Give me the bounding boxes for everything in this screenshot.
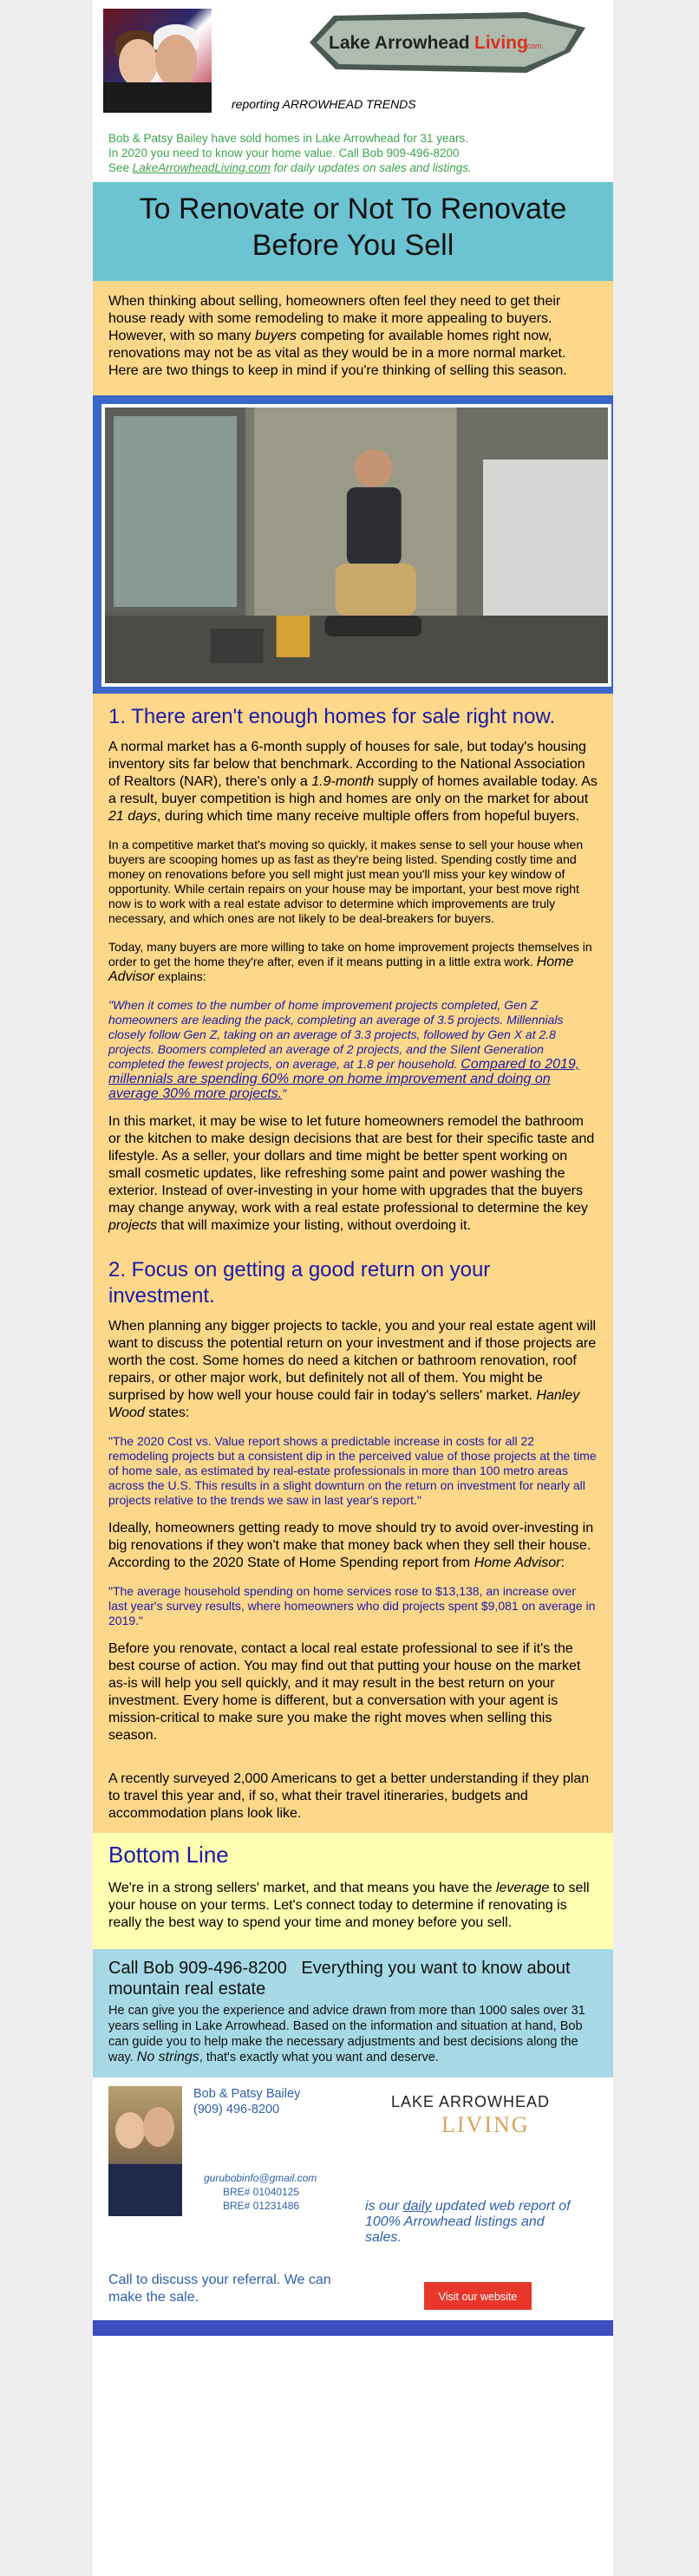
section-1-quote: "When it comes to the number of home improvement projects completed, Gen Z homeowners are leading the pack, completing an average of 3.5 projects. Millennials closely follow Gen Z, taking on an average of 3.3 projects, followed by Gen X at 2.8 projects. Boomers completed an average of 2 projects, and the Silent Generation completed the fewest projects, on average, at 1.8 per household. Compared to 2019, millennials are spending 60% more on home improvement and doing on average 30% more projects." bbox=[108, 998, 580, 1101]
article-body bbox=[93, 281, 613, 1833]
call-text: He can give you the experience and advice drawn from more than 1000 sales over 31 years selling in Lake Arrowhead. Based on the information and situation at hand, Bob can guide you to help make the necessary adjustments and best decisions along the way. No strings, that's exactly what you want and deserve. bbox=[108, 2004, 585, 2064]
header bbox=[93, 0, 613, 182]
footer-names bbox=[193, 2086, 300, 2117]
bre-license-2: BRE# 01231486 bbox=[223, 2200, 300, 2212]
tagline: reporting ARROWHEAD TRENDS bbox=[232, 97, 416, 111]
section-2-paragraph-1: When planning any bigger projects to tackle, you and your real estate agent will want to discuss the potential return on your investment and if those projects are worth the cost. Some homes do need a kitchen or bathroom renovation, roof repairs, or other major work, but definitely not all of them. You might be surprised by how well your house could fair in today's sellers' market. Hanley Wood states: bbox=[108, 1319, 597, 1420]
lead-paragraph: When thinking about selling, homeowners often feel they need to get their house ready with some remodeling to make it more appealing to buyers. However, with so many buyers competing for available homes right now, renovations may not be as vital as they would be in a more normal market. Here are two things to keep in mind if you're thinking of selling this season. bbox=[108, 294, 567, 378]
section-2-paragraph-4: A recently surveyed 2,000 Americans to get a better understanding if they plan to travel this year and, if so, what their travel itineraries, budgets and accommodation plans look like. bbox=[108, 1771, 590, 1821]
agent-names: Bob & Patsy Bailey bbox=[193, 2087, 301, 2101]
footer-agents-photo bbox=[108, 2086, 182, 2216]
footer-logo-bottom: LIVING bbox=[441, 2112, 530, 2137]
call-section bbox=[93, 1949, 613, 2077]
visit-website-button[interactable]: Visit our website bbox=[424, 2282, 532, 2310]
photo-frame bbox=[93, 395, 613, 694]
agents-photo bbox=[103, 9, 212, 113]
newsletter bbox=[93, 0, 613, 2576]
footer-logo-top: LAKE ARROWHEAD bbox=[391, 2093, 551, 2110]
section-1-paragraph-1: A normal market has a 6-month supply of houses for sale, but today's housing inventory sits far below that benchmark. According to the National Association of Realtors (NAR), there's only a 1.9-month supply of homes available today. As a result, buyer competition is high and homes are only on the market for about 21 days, during which time many receive multiple offers from hopeful buyers. bbox=[108, 740, 598, 824]
section-1-paragraph-3: Today, many buyers are more willing to take on home improvement projects themselves in order to get the home they're after, even if it means putting in a little extra work. Home Advisor explains: bbox=[108, 940, 592, 984]
intro-line-1: Bob & Patsy Bailey have sold homes in Lake Arrowhead for 31 years. bbox=[108, 132, 468, 145]
footer-description: is our daily updated web report of 100% Arrowhead listings and sales. bbox=[365, 2199, 571, 2245]
footer-contact bbox=[204, 2171, 317, 2213]
intro-line-2: In 2020 you need to know your home value. Call Bob 909-496-8200 bbox=[108, 147, 460, 160]
section-1-heading: 1. There aren't enough homes for sale right now. bbox=[108, 705, 556, 728]
lake-arrowhead-living-logo[interactable] bbox=[310, 9, 587, 76]
website-link[interactable]: LakeArrowheadLiving.com bbox=[132, 161, 271, 174]
referral-text: Call to discuss your referral. We can make the sale. bbox=[108, 2273, 331, 2305]
footer-bar bbox=[93, 2320, 613, 2336]
bre-license-1: BRE# 01040125 bbox=[223, 2186, 300, 2198]
bottom-line-text: We're in a strong sellers' market, and that means you have the leverage to sell your house on your terms. Let's connect today to determine if renovating is really the best way to spend your time and money before you sell. bbox=[108, 1881, 590, 1930]
section-2-heading: 2. Focus on getting a good return on your investment. bbox=[108, 1258, 491, 1308]
section-1-paragraph-4: In this market, it may be wise to let future homeowners remodel the bathroom or the kitchen to make design decisions that are best for their specific taste and lifestyle. As a seller, your dollars and time might be better spent working on small cosmetic updates, like refreshing some paint and power washing the exterior. Instead of over-investing in your home with upgrades that the buyers may change anyway, work with a real estate professional to determine the key projects that will maximize your listing, without overdoing it. bbox=[108, 1114, 595, 1233]
article-title: To Renovate or Not To Renovate Before You Sell bbox=[93, 182, 613, 281]
intro-line-3: See LakeArrowheadLiving.com for daily updates on sales and listings. bbox=[108, 161, 472, 174]
renovation-photo bbox=[101, 404, 611, 687]
section-1-paragraph-2: In a competitive market that's moving so quickly, it makes sense to sell your house when buyers are scooping homes up as fast as they're being listed. Spending costly time and money on renovations before you sell might just mean you'll miss your key window of opportunity. While certain repairs on your house may be important, your best move right now is to work with a real estate advisor to determine which improvements are truly necessary, and which ones are not likely to be deal-breakers for buyers. bbox=[108, 838, 584, 925]
bottom-line-section bbox=[93, 1833, 613, 1949]
section-2-paragraph-3: Before you renovate, contact a local real estate professional to see if it's the best course of action. You may find out that putting your house on the market as-is will help you sell quickly, and it may result in the best return on your investment. Every home is different, but a conversation with your agent is mission-critical to make sure you make the right moves when selling this season. bbox=[108, 1641, 581, 1743]
footer bbox=[93, 2077, 613, 2336]
call-heading: Call Bob 909-496-8200 Everything you want to know about mountain real estate bbox=[108, 1959, 571, 1999]
intro-text bbox=[108, 131, 594, 175]
agent-email[interactable]: gurubobinfo@gmail.com bbox=[204, 2172, 317, 2184]
section-2-paragraph-2: Ideally, homeowners getting ready to move should try to avoid over-investing in big renovations if they won't make that money back when they sell their house. According to the 2020 State of Home Spending report from Home Advisor: bbox=[108, 1521, 594, 1570]
quote-source-link[interactable]: Compared to 2019, millennials are spending 60% more on home improvement and doing on average 30% more projects. bbox=[108, 1057, 580, 1101]
bottom-line-heading: Bottom Line bbox=[108, 1842, 229, 1868]
section-2-quote-2: "The average household spending on home services rose to $13,138, an increase over last year's survey results, where homeowners who did projects spent $9,081 on average in 2019." bbox=[108, 1584, 596, 1627]
logo-text-lake-arrowhead: Lake Arrowhead bbox=[329, 33, 470, 53]
agent-phone: (909) 496-8200 bbox=[193, 2103, 280, 2116]
logo-text-living: Living bbox=[474, 33, 528, 53]
logo-text-com: .com bbox=[525, 42, 542, 50]
section-2-quote-1: "The 2020 Cost vs. Value report shows a predictable increase in costs for all 22 remodeling projects but a consistent dip in the perceived value of those projects at the time of home sale, as estimated by real-estate professionals in more than 100 metro areas across the U.S. This results in a slight downturn on the return on investment for nearly all projects relative to the trends we saw in last year's report." bbox=[108, 1434, 597, 1507]
